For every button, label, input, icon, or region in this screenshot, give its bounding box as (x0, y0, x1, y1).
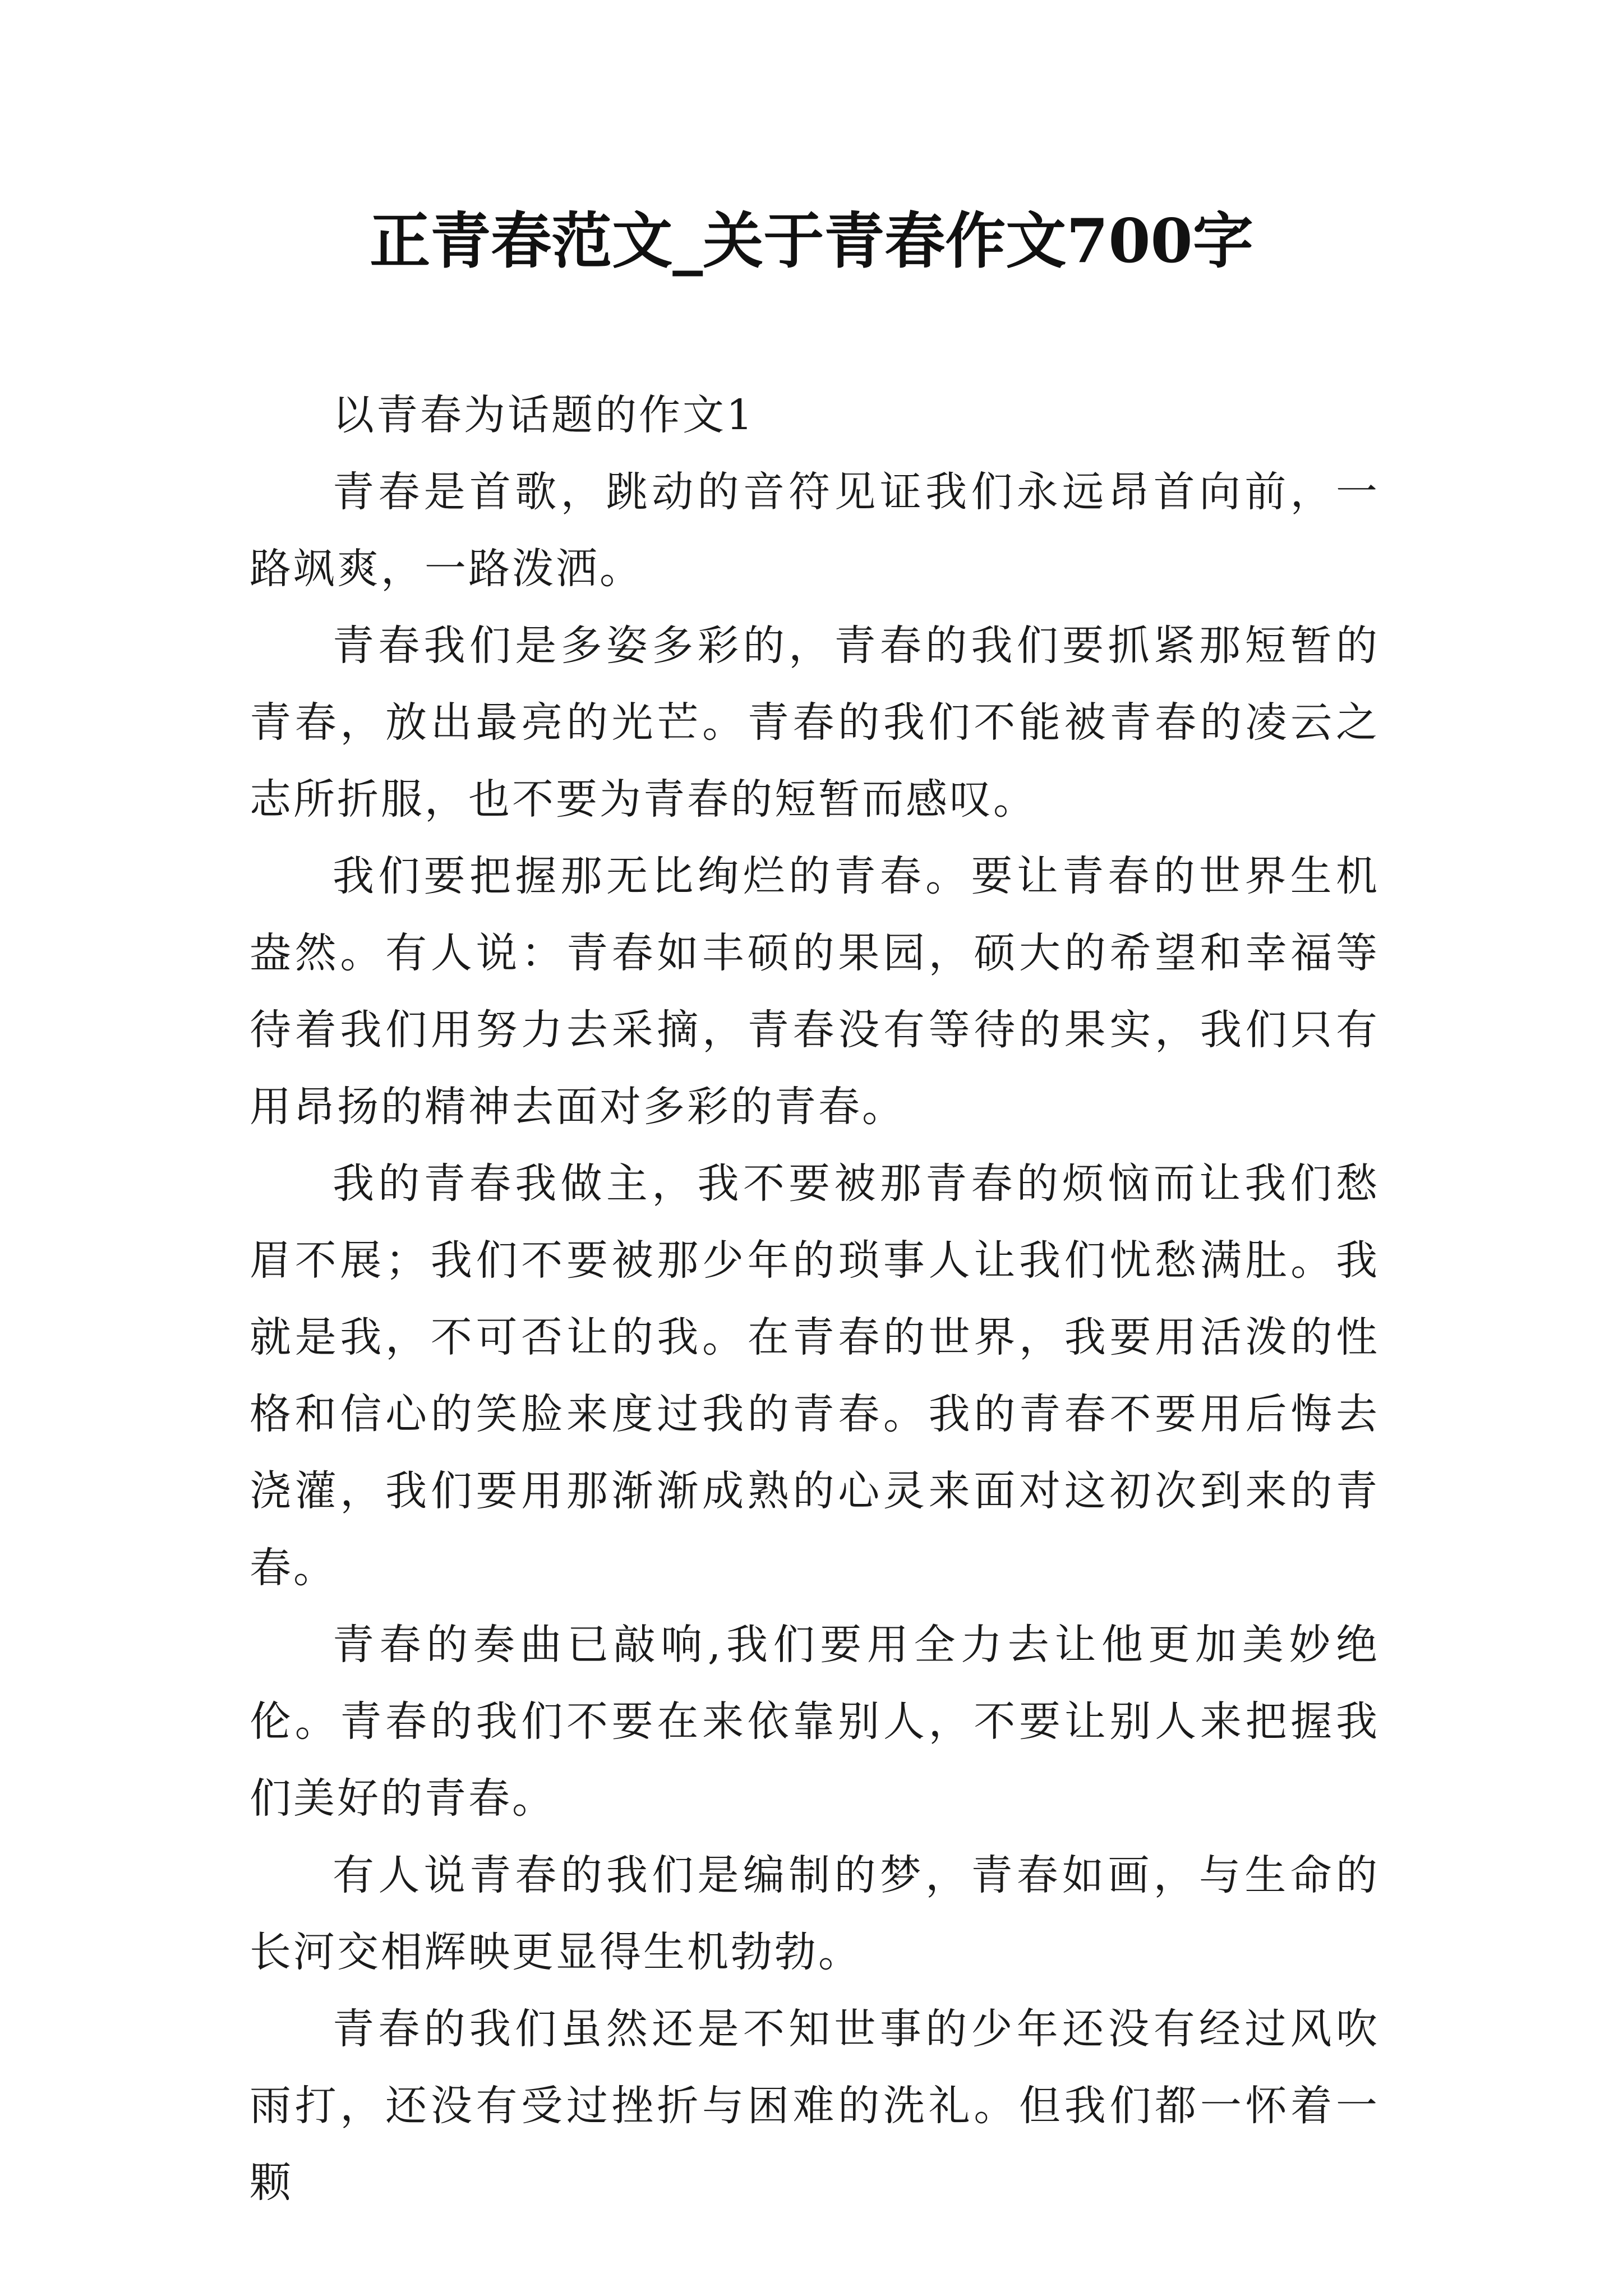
paragraph: 青春的奏曲已敲响,我们要用全力去让他更加美妙绝伦。青春的我们不要在来依靠别人，不要让别人来把握我们美好的青春。 (250, 1621, 1380, 1823)
document-body (250, 377, 1380, 2221)
document-title: 正青春范文_关于青春作文700字 (370, 206, 1253, 277)
paragraph: 我的青春我做主，我不要被那青春的烦恼而让我们愁眉不展；我们不要被那少年的琐事人让我们忧愁满肚。我就是我，不可否让的我。在青春的世界，我要用活泼的性格和信心的笑脸来度过我的青春。我的青春不要用后悔去浇灌，我们要用那渐渐成熟的心灵来面对这初次到来的青春。 (250, 1159, 1380, 1592)
paragraph: 有人说青春的我们是编制的梦，青春如画，与生命的长河交相辉映更显得生机勃勃。 (250, 1851, 1380, 1976)
paragraph: 青春我们是多姿多彩的，青春的我们要抓紧那短暂的青春，放出最亮的光芒。青春的我们不能被青春的凌云之志所折服，也不要为青春的短暂而感叹。 (250, 622, 1380, 823)
paragraph: 我们要把握那无比绚烂的青春。要让青春的世界生机盎然。有人说：青春如丰硕的果园，硕大的希望和幸福等待着我们用努力去采摘，青春没有等待的果实，我们只有用昂扬的精神去面对多彩的青春。 (250, 852, 1380, 1131)
paragraph: 青春的我们虽然还是不知世事的少年还没有经过风吹雨打，还没有受过挫折与困难的洗礼。但我们都一怀着一颗 (250, 2005, 1380, 2207)
paragraph-heading: 以青春为话题的作文1 (333, 391, 755, 439)
paragraph: 青春是首歌，跳动的音符见证我们永远昂首向前，一路飒爽，一路泼洒。 (250, 468, 1380, 593)
